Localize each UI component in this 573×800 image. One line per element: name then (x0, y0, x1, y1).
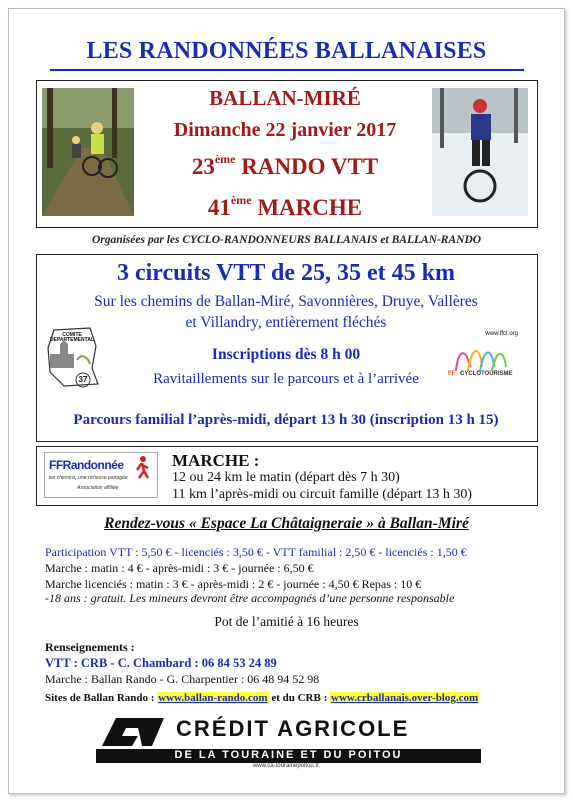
sites-label1: Sites de Ballan Rando : (45, 692, 158, 704)
price-vtt: Participation VTT : 5,50 € - licenciés : 3,50 € - VTT familial : 2,50 € - licenciés : 1,50 € (45, 545, 467, 559)
ffrandonnee-sub2: Association affiliée (77, 485, 119, 491)
sites-label2: et du CRB : (268, 692, 330, 704)
ffct-ff: FF (448, 371, 456, 377)
marche-text: MARCHE (251, 195, 363, 220)
vtt-route-line2: et Villandry, entièrement fléchés (185, 314, 387, 331)
vtt-ravitaillement: Ravitaillements sur le parcours et à l’arrivée (153, 371, 419, 387)
ffct-name: CYCLOTOURISME (460, 371, 513, 377)
ffrandonnee-logo (44, 452, 158, 498)
crb-blog-link[interactable]: www.crballanais.over-blog.com (331, 692, 479, 704)
comite-label2: DEPARTEMENTAL (50, 337, 94, 343)
price-marche-licencies: Marche licenciés : matin : 3 € - après-midi : 2 € - journée : 4,50 € Repas : 10 € (45, 577, 422, 591)
renseignements-marche: Marche : Ballan Rando - G. Charpentier : 06 48 94 52 98 (45, 672, 320, 686)
vtt-inscriptions: Inscriptions dès 8 h 00 (211, 346, 361, 363)
price-marche: Marche : matin : 4 € - après-midi : 3 € - journée : 6,50 € (45, 561, 314, 575)
organisers-line: Organisées par les CYCLO-RANDONNEURS BALLANAIS et BALLAN-RANDO (91, 234, 482, 246)
renseignements-vtt: VTT : CRB - C. Chambard : 06 84 53 24 89 (45, 656, 277, 670)
sites-line (45, 692, 479, 704)
rando-number: 23 (191, 154, 215, 179)
header-rando-vtt (140, 154, 430, 180)
marche-line1: 12 ou 24 km le matin (départ dès 7 h 30) (172, 470, 400, 485)
vtt-title: 3 circuits VTT de 25, 35 et 45 km (116, 260, 455, 286)
rendez-vous: Rendez-vous « Espace La Châtaigneraie » à Ballan-Miré (104, 515, 469, 532)
pot-amitie: Pot de l’amitié à 16 heures (214, 614, 359, 629)
marche-number: 41 (207, 195, 231, 220)
credit-agricole-sub: DE LA TOURAINE ET DU POITOU (174, 749, 403, 761)
header-date: Dimanche 22 janvier 2017 (173, 119, 397, 141)
rando-text: RANDO VTT (235, 154, 379, 179)
credit-agricole-name: CRÉDIT AGRICOLE (176, 716, 410, 741)
price-note-minors: -18 ans : gratuit. Les mineurs devront être accompagnés d’une personne responsable (45, 591, 455, 605)
header-city: BALLAN-MIRÉ (209, 86, 361, 110)
marche-line2: 11 km l’après-midi ou circuit famille (départ 13 h 30) (172, 487, 473, 502)
comite-label1: COMITE (62, 332, 82, 338)
credit-agricole-banner (86, 712, 486, 770)
page-title: LES RANDONNÉES BALLANAISES (86, 38, 487, 64)
comite-number: 37 (78, 375, 88, 384)
ffrandonnee-name: FFRandonnée (49, 458, 124, 472)
marche-sup: ème (230, 193, 252, 207)
renseignements-title: Renseignements : (45, 640, 135, 654)
credit-agricole-url: www.ca-tourainepoitou.fr (252, 763, 320, 769)
ffrandonnee-sub1: les chemins, une richesse partagée (49, 475, 128, 481)
photo-cyclist-snow (432, 88, 528, 216)
rando-sup: ème (214, 152, 236, 166)
photo-bikers-forest (42, 88, 134, 216)
header-marche (140, 195, 430, 221)
vtt-parcours-familial: Parcours familial l’après-midi, départ 13 h 30 (inscription 13 h 15) (73, 412, 499, 428)
ballan-rando-link[interactable]: www.ballan-rando.com (158, 692, 268, 704)
marche-title: MARCHE : (172, 451, 260, 470)
title-underline (50, 69, 524, 71)
ffct-url: www.ffct.org (485, 331, 518, 337)
vtt-route-line1: Sur les chemins de Ballan-Miré, Savonnières, Druye, Vallères (94, 293, 478, 310)
